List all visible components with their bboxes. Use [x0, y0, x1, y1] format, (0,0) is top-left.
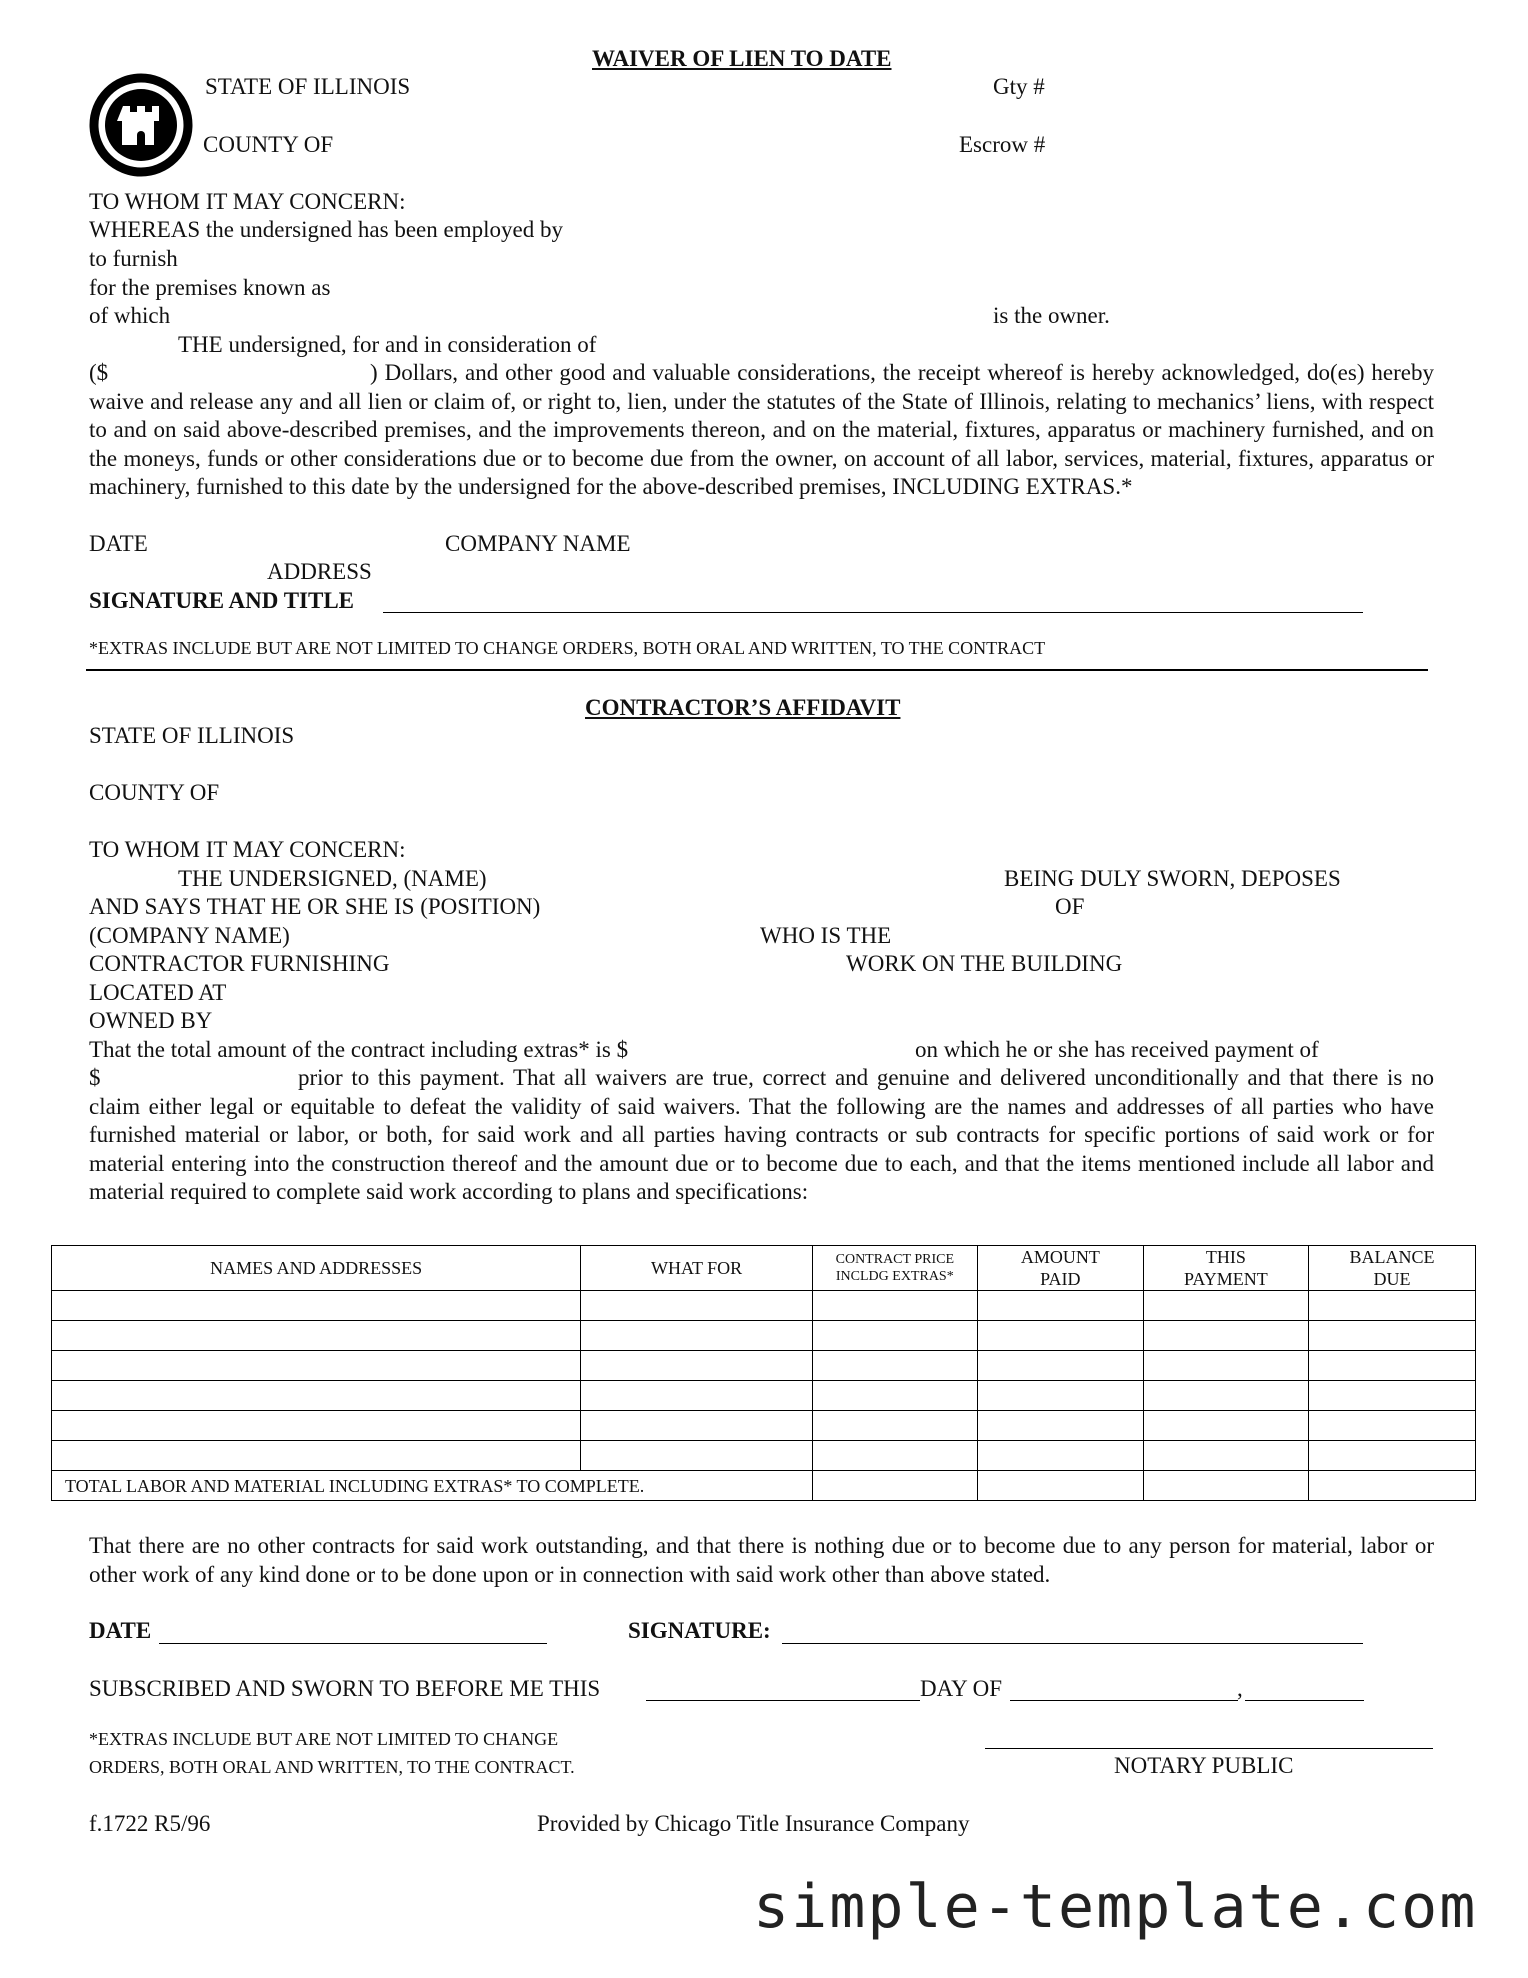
closing-statement: That there are no other contracts for said work outstanding, and that there is nothing due or to become due to any person for material, labor or other work of any kind done or to be done upon or in connection with said work other than above stated.	[89, 1533, 1434, 1587]
owned-by-label: OWNED BY	[89, 1008, 213, 1033]
table-header-row	[52, 1246, 1476, 1291]
affidavit-to-whom: TO WHOM IT MAY CONCERN:	[89, 837, 406, 862]
total-amount-label: That the total amount of the contract including extras* is $	[89, 1037, 629, 1062]
premises-label: for the premises known as	[89, 275, 331, 300]
total-row[interactable]	[52, 1471, 1476, 1501]
this-payment-header: THIS PAYMENT	[1143, 1246, 1308, 1291]
payments-table	[51, 1245, 1476, 1501]
table-row[interactable]	[52, 1351, 1476, 1381]
affidavit-signature-label: SIGNATURE:	[628, 1618, 771, 1643]
who-is-the-label: WHO IS THE	[760, 923, 892, 948]
affidavit-date-label: DATE	[89, 1618, 152, 1643]
affidavit-county-label: COUNTY OF	[89, 780, 220, 805]
signature-title-label: SIGNATURE AND TITLE	[89, 588, 355, 613]
watermark: simple-template.com	[753, 1872, 1478, 1942]
affidavit-company-label: (COMPANY NAME)	[89, 923, 290, 948]
affidavit-state-label: STATE OF ILLINOIS	[89, 723, 295, 748]
comma: ,	[1237, 1676, 1243, 1701]
to-furnish-label: to furnish	[89, 246, 178, 271]
notary-public-label: NOTARY PUBLIC	[1114, 1753, 1294, 1778]
is-owner-label: is the owner.	[993, 303, 1110, 328]
total-label: TOTAL LABOR AND MATERIAL INCLUDING EXTRAS* TO COMPLETE.	[52, 1471, 813, 1501]
affidavit-title: CONTRACTOR’S AFFIDAVIT	[585, 695, 901, 720]
date-line[interactable]	[159, 1643, 547, 1644]
dollar-open: ($	[89, 360, 109, 385]
amount-paid-header: AMOUNT PAID	[977, 1246, 1143, 1291]
whereas-label: WHEREAS the undersigned has been employed by	[89, 217, 563, 242]
affidavit-signature-line[interactable]	[782, 1643, 1363, 1644]
subscribed-label: SUBSCRIBED AND SWORN TO BEFORE ME THIS	[89, 1676, 601, 1701]
of-label: OF	[1055, 894, 1085, 919]
table-row[interactable]	[52, 1321, 1476, 1351]
provided-by: Provided by Chicago Title Insurance Company	[537, 1811, 970, 1836]
balance-due-header: BALANCE DUE	[1308, 1246, 1475, 1291]
table-row[interactable]	[52, 1411, 1476, 1441]
table-row[interactable]	[52, 1381, 1476, 1411]
waiver-footnote: *EXTRAS INCLUDE BUT ARE NOT LIMITED TO CHANGE ORDERS, BOTH ORAL AND WRITTEN, TO THE CONTRACT	[89, 638, 1046, 658]
affidavit-footnote-1: *EXTRAS INCLUDE BUT ARE NOT LIMITED TO CHANGE	[89, 1729, 559, 1749]
signature-line[interactable]	[383, 612, 1363, 613]
contractor-furnishing-label: CONTRACTOR FURNISHING	[89, 951, 390, 976]
what-for-header: WHAT FOR	[581, 1246, 812, 1291]
gty-label: Gty #	[993, 74, 1045, 99]
position-label: AND SAYS THAT HE OR SHE IS (POSITION)	[89, 894, 541, 919]
waiver-date-label: DATE	[89, 531, 148, 556]
table-row[interactable]	[52, 1291, 1476, 1321]
waiver-body: ) Dollars, and other good and valuable considerations, the receipt whereof is hereby acknowledged, do(es) hereby waive and release any and all lien or claim of, or right to, lien, under the statutes of the State of Illinois, relating to mechanics’ liens, with respect to and on said above-described premises, and the improvements thereon, and on the material, fixtures, apparatus or machinery furnished, and on the moneys, funds or other considerations due or to become due from the owner, on account of all labor, services, material, fixtures, apparatus or machinery, furnished to this date by the undersigned for the above-described premises, INCLUDING EXTRAS.*	[89, 360, 1434, 500]
month-line[interactable]	[1010, 1700, 1238, 1701]
day-of-label: DAY OF	[920, 1676, 1003, 1701]
work-on-building-label: WORK ON THE BUILDING	[846, 951, 1123, 976]
waiver-title: WAIVER OF LIEN TO DATE	[592, 46, 892, 71]
company-name-label: COMPANY NAME	[445, 531, 631, 556]
contract-price-header: CONTRACT PRICE INCLDG EXTRAS*	[812, 1246, 977, 1291]
year-line[interactable]	[1245, 1700, 1364, 1701]
of-which-label: of which	[89, 303, 171, 328]
affidavit-body: prior to this payment. That all waivers are true, correct and genuine and delivered unconditionally and that there is no claim either legal or equitable to defeat the validity of said waivers. That the following are the names and addresses of all parties who have furnished material or labor, or both, for said work and all parties having contracts or sub contracts for specific portions of said work or for material entering into the construction thereof and the amount due or to become due to each, and that the items mentioned include all labor and material required to complete said work according to plans and specifications:	[89, 1065, 1434, 1205]
form-number: f.1722 R5/96	[89, 1811, 211, 1836]
address-label: ADDRESS	[267, 559, 372, 584]
dollar-sign: $	[89, 1065, 101, 1090]
waiver-county-label: COUNTY OF	[203, 132, 334, 157]
escrow-label: Escrow #	[959, 132, 1046, 157]
notary-line[interactable]	[985, 1748, 1433, 1749]
located-at-label: LOCATED AT	[89, 980, 227, 1005]
consideration-label: THE undersigned, for and in consideration of	[178, 332, 597, 357]
waiver-state-label: STATE OF ILLINOIS	[205, 74, 411, 99]
received-payment-label: on which he or she has received payment of	[915, 1037, 1319, 1062]
waiver-to-whom: TO WHOM IT MAY CONCERN:	[89, 189, 406, 214]
undersigned-name-label: THE UNDERSIGNED, (NAME)	[178, 866, 487, 891]
castle-tower-icon	[89, 73, 193, 177]
affidavit-footnote-2: ORDERS, BOTH ORAL AND WRITTEN, TO THE CONTRACT.	[89, 1757, 575, 1777]
names-addresses-header: NAMES AND ADDRESSES	[52, 1246, 581, 1291]
section-divider	[86, 669, 1428, 671]
duly-sworn-label: BEING DULY SWORN, DEPOSES	[1004, 866, 1341, 891]
day-line[interactable]	[646, 1700, 920, 1701]
table-row[interactable]	[52, 1441, 1476, 1471]
